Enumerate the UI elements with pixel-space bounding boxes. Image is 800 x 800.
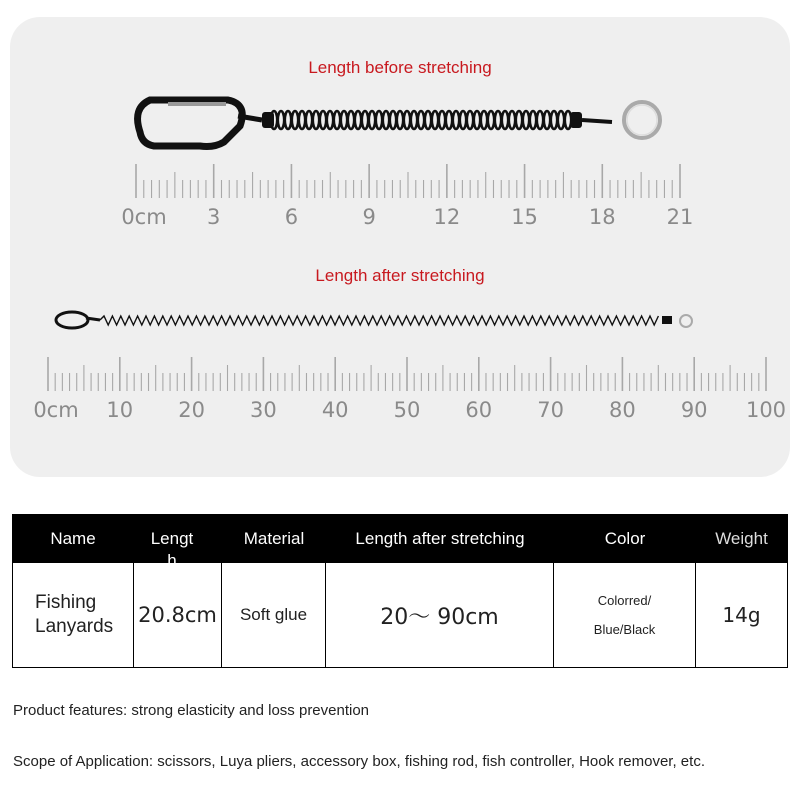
- ruler-tick-label: 6: [284, 205, 299, 229]
- ruler-tick-label: 3: [207, 205, 221, 229]
- cell-color-line1: Colorred/: [597, 593, 652, 608]
- ruler-tick-label: 60: [465, 398, 493, 422]
- header-material: Material: [243, 529, 305, 548]
- cell-color: [554, 563, 695, 667]
- ruler-tick-label: 15: [511, 205, 538, 229]
- ruler-tick-label: 10: [106, 398, 134, 422]
- table-header: [13, 515, 787, 570]
- header-length: [134, 515, 222, 570]
- ruler-tick-label: 0cm: [33, 398, 79, 422]
- header-length-label: Lengt h: [150, 529, 194, 570]
- ruler-tick-label: 18: [588, 205, 616, 229]
- ruler-tick-label: 100: [745, 398, 787, 422]
- cell-name: Fishing Lanyards: [35, 592, 114, 637]
- ruler-tick-label: 70: [537, 398, 564, 422]
- cell-color-line2: Blue/Black: [593, 622, 656, 637]
- ruler-tick-label: 20: [178, 398, 205, 422]
- product-features-text: Product features: strong elasticity and loss prevention: [13, 702, 370, 719]
- spec-table: [12, 514, 788, 668]
- ruler-tick-label: 0cm: [121, 205, 167, 229]
- ruler-tick-label: 40: [321, 398, 349, 422]
- ruler-tick-label: 50: [393, 398, 421, 422]
- caption-after: Length after stretching: [315, 266, 485, 285]
- cell-stretch: 20～ 90cm: [380, 604, 499, 630]
- ruler-tick-label: 30: [250, 398, 277, 422]
- ruler-tick-label: 21: [666, 205, 694, 229]
- scope-of-application-text: Scope of Application: scissors, Luya pliers, accessory box, fishing rod, fish controller, Hook remover, etc.: [13, 753, 705, 770]
- cell-material: Soft glue: [239, 605, 308, 624]
- ruler-tick-label: 80: [609, 398, 636, 422]
- caption-before: Length before stretching: [308, 58, 492, 77]
- header-name: Name: [50, 529, 96, 548]
- ruler-tick-label: 12: [433, 205, 461, 229]
- cell-weight: 14g: [722, 603, 761, 627]
- ruler-tick-label: 9: [362, 205, 376, 229]
- ruler-tick-label: 90: [680, 398, 708, 422]
- header-color: Color: [604, 529, 646, 548]
- cell-length: 20.8cm: [138, 603, 217, 627]
- header-stretch: Length after stretching: [355, 529, 525, 548]
- header-weight: Weight: [715, 529, 768, 548]
